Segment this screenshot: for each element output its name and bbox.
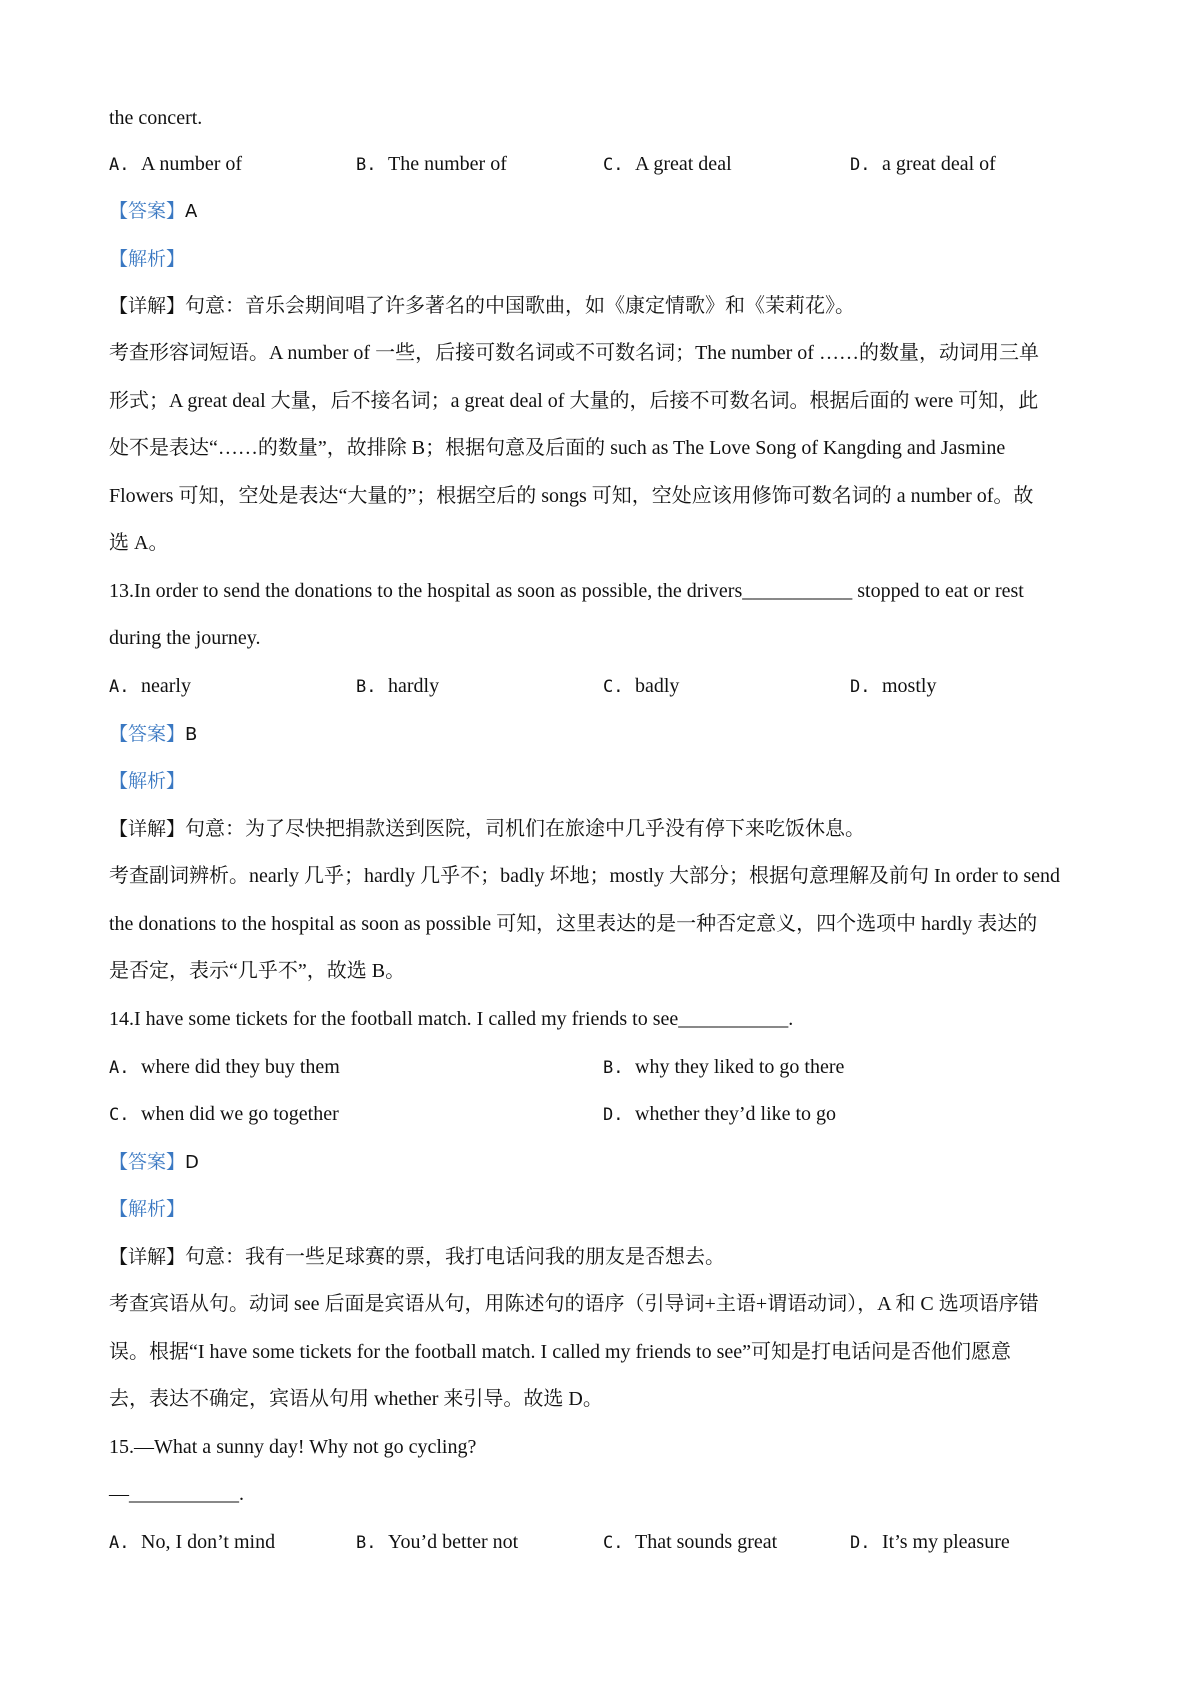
q15-stem-reply: —___________. [109,1483,244,1505]
q12-option-b [356,150,507,179]
option-text: It’s my pleasure [882,1531,1010,1553]
q13-stem: 13.In order to send the donations to the hospital as soon as possible, the drivers___________ stopped to eat or rest [109,580,1024,602]
q14-option-d [603,1100,836,1129]
option-letter: A. [109,1533,130,1553]
analysis-label: 【解析】 [109,770,186,792]
q15-option-d [850,1528,1010,1557]
detail-label: 【详解】 [109,295,186,317]
q12-analysis [109,245,1099,273]
q14-stem: 14.I have some tickets for the football match. I called my friends to see___________. [109,1008,794,1030]
option-text: why they liked to go there [635,1056,845,1078]
q13-option-d [850,672,936,701]
explain-line: 是否定，表示“几乎不”，故选 B。 [109,960,406,982]
option-text: badly [635,675,680,697]
detail-text: 句意：为了尽快把捐款送到医院，司机们在旅途中几乎没有停下来吃饭休息。 [185,818,866,840]
option-letter: D. [850,155,871,175]
option-letter: C. [603,155,624,175]
option-text: A number of [141,153,243,175]
q12-option-a [109,150,242,179]
answer-label: 【答案】 [109,723,186,745]
answer-value: B [185,724,198,745]
answer-value: A [185,201,198,222]
option-text: You’d better not [388,1531,519,1553]
answer-label: 【答案】 [109,1151,186,1173]
q13-option-c [603,672,679,701]
option-text: That sounds great [635,1531,778,1553]
q13-option-b [356,672,439,701]
answer-label: 【答案】 [109,200,186,222]
q15-option-c [603,1528,777,1557]
option-text: mostly [882,675,937,697]
q15-option-b [356,1528,518,1557]
q13-analysis [109,767,1099,795]
explain-line: 考查宾语从句。动词 see 后面是宾语从句，用陈述句的语序（引导词+主语+谓语动词），A 和 C 选项语序错 [109,1293,1039,1315]
option-text: A great deal [635,153,732,175]
q13-stem-cont: during the journey. [109,627,261,649]
detail-text: 句意：音乐会期间唱了许多著名的中国歌曲，如《康定情歌》和《茉莉花》。 [185,295,856,317]
option-text: nearly [141,675,191,697]
option-letter: B. [356,155,377,175]
option-letter: D. [603,1105,624,1125]
q14-detail [109,1243,1099,1271]
option-text: whether they’d like to go [635,1103,837,1125]
analysis-label: 【解析】 [109,1198,186,1220]
option-text: a great deal of [882,153,996,175]
explain-line: 误。根据“I have some tickets for the football match. I called my friends to see”可知是打电话问是否他们愿意 [109,1341,1012,1363]
explain-line: 去，表达不确定，宾语从句用 whether 来引导。故选 D。 [109,1388,603,1410]
explain-line: the donations to the hospital as soon as possible 可知，这里表达的是一种否定意义，四个选项中 hardly 表达的 [109,913,1038,935]
q14-analysis [109,1195,1099,1223]
q13-detail [109,815,1099,843]
option-text: No, I don’t mind [141,1531,276,1553]
q12-detail [109,292,1099,320]
option-letter: D. [850,677,871,697]
option-letter: A. [109,1058,130,1078]
explain-line: 考查形容词短语。A number of 一些，后接可数名词或不可数名词；The number of ……的数量，动词用三单 [109,342,1039,364]
q12-option-d [850,150,996,179]
explain-line: 形式；A great deal 大量，后不接名词；a great deal of 大量的，后接不可数名词。根据后面的 were 可知，此 [109,390,1039,412]
explain-line: Flowers 可知，空处是表达“大量的”；根据空后的 songs 可知，空处应该用修饰可数名词的 a number of。故 [109,485,1034,507]
option-letter: A. [109,677,130,697]
option-text: hardly [388,675,440,697]
q12-answer [109,197,1099,226]
option-text: where did they buy them [141,1056,340,1078]
detail-label: 【详解】 [109,1246,186,1268]
explain-line: 处不是表达“……的数量”，故排除 B；根据句意及后面的 such as The Love Song of Kangding and Jasmine [109,437,1006,459]
option-letter: A. [109,155,130,175]
q14-option-b [603,1053,844,1082]
analysis-label: 【解析】 [109,248,186,270]
detail-label: 【详解】 [109,818,186,840]
option-letter: C. [603,1533,624,1553]
q13-option-a [109,672,191,701]
option-text: when did we go together [141,1103,339,1125]
q12-stem-tail: the concert. [109,107,203,129]
answer-value: D [185,1152,199,1173]
q12-option-c [603,150,732,179]
explain-line: 选 A。 [109,532,169,554]
q13-answer [109,720,1099,749]
q14-answer [109,1148,1099,1177]
option-letter: C. [109,1105,130,1125]
q14-option-a [109,1053,340,1082]
option-letter: D. [850,1533,871,1553]
option-letter: B. [603,1058,624,1078]
q15-stem: 15.—What a sunny day! Why not go cycling? [109,1436,477,1458]
option-letter: B. [356,677,377,697]
detail-text: 句意：我有一些足球赛的票，我打电话问我的朋友是否想去。 [185,1246,726,1268]
q15-option-a [109,1528,275,1557]
option-letter: B. [356,1533,377,1553]
explain-line: 考查副词辨析。nearly 几乎；hardly 几乎不；badly 坏地；mostly 大部分；根据句意理解及前句 In order to send [109,865,1061,887]
option-letter: C. [603,677,624,697]
option-text: The number of [388,153,507,175]
q14-option-c [109,1100,339,1129]
